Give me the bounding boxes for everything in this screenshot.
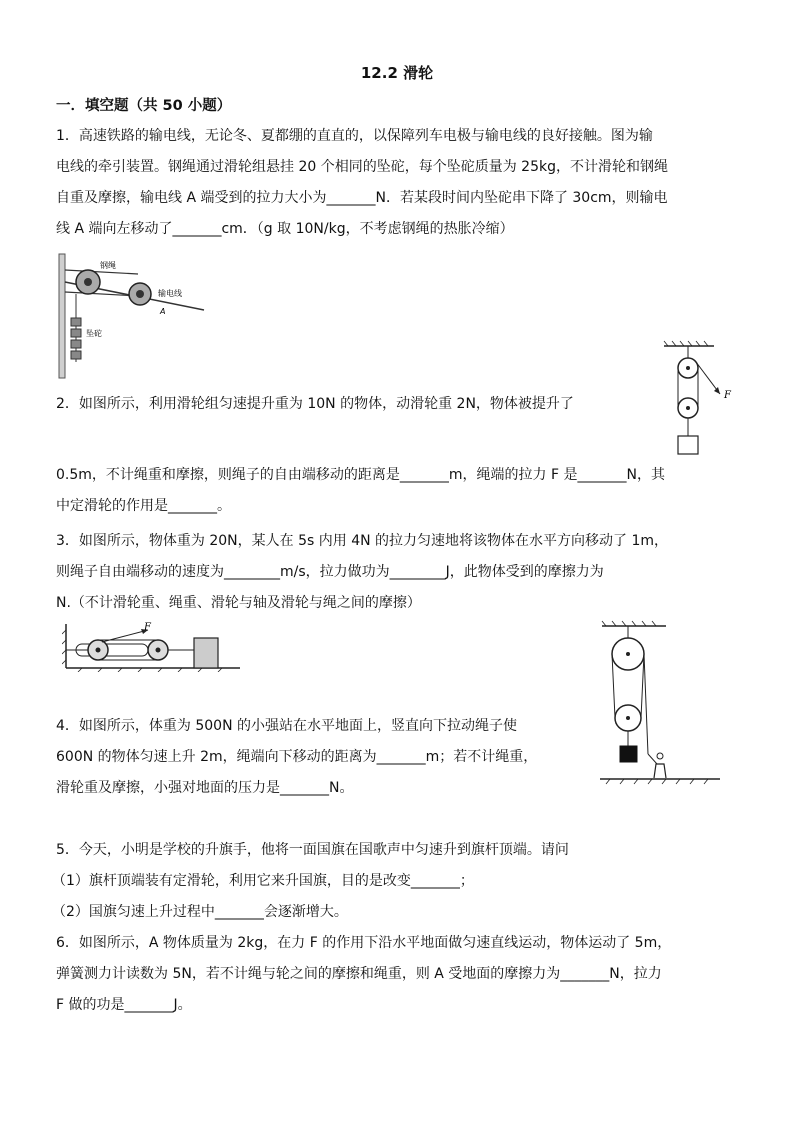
question-2 [56,460,740,522]
question-5-parts [52,866,736,928]
figure-1-label-weight: 坠砣 [86,329,102,338]
question-6 [56,928,740,1021]
question-1-line-1: 1．高速铁路的输电线，无论冬、夏都绷的直直的，以保障列车电极与输电线的良好接触。图为输 [56,128,653,144]
figure-1-label-a: A [160,307,166,316]
figure-3-horizontal-pulley [62,620,244,672]
question-2-line-1: 2．如图所示，利用滑轮组匀速提升重为 10N 的物体，动滑轮重 2N，物体被提升了 [56,396,574,412]
section-heading: 一．填空题（共 50 小题） [56,98,232,114]
question-3 [56,526,740,619]
figure-1-label-rope: 钢绳 [100,261,116,270]
question-1-line-4: 线 A 端向左移动了_______cm．（g 取 10N/kg，不考虑钢绳的热胀冷缩） [56,221,514,237]
question-4-line-3: 滑轮重及摩擦，小强对地面的压力是_______N。 [56,780,354,796]
question-6-line-1: 6．如图所示，A 物体质量为 2kg，在力 F 的作用下沿水平地面做匀速直线运动，物体运动了 5m， [56,935,672,951]
question-4-line-2: 600N 的物体匀速上升 2m，绳端向下移动的距离为_______m；若不计绳重， [56,749,538,765]
question-1-line-3: 自重及摩擦，输电线 A 端受到的拉力大小为_______N．若某段时间内坠砣串下降了 30cm，则输电 [56,190,668,206]
question-2-line-3: 中定滑轮的作用是_______。 [56,498,231,514]
question-3-line-2: 则绳子自由端移动的速度为________m/s，拉力做功为________J，此物体受到的摩擦力为 [56,564,604,580]
question-2-line-2: 0.5m，不计绳重和摩擦，则绳子的自由端移动的距离是_______m，绳端的拉力 F 是_______N，其 [56,467,665,483]
question-5-line-3: （2）国旗匀速上升过程中_______会逐渐增大。 [52,904,348,920]
question-3-line-1: 3．如图所示，物体重为 20N，某人在 5s 内用 4N 的拉力匀速地将该物体在水平方向移动了 1m， [56,533,669,549]
question-4-line-1: 4．如图所示，体重为 500N 的小强站在水平地面上，竖直向下拉动绳子使 [56,718,518,734]
question-1 [56,121,740,245]
figure-4-person-pulling-pulley [596,618,724,788]
figure-2-pulley-block [660,338,740,458]
figure-1-label-wire: 输电线 [158,289,182,298]
question-6-line-3: F 做的功是_______J。 [56,997,192,1013]
question-5-line-2: （1）旗杆顶端装有定滑轮，利用它来升国旗，目的是改变_______； [52,873,474,889]
question-3-line-3: N.（不计滑轮重、绳重、滑轮与轴及滑轮与绳之间的摩擦） [56,595,421,611]
question-6-line-2: 弹簧测力计读数为 5N，若不计绳与轮之间的摩擦和绳重，则 A 受地面的摩擦力为_______N，拉力 [56,966,662,982]
figure-1-wire-tensioner [56,252,216,380]
question-5 [56,835,740,866]
question-1-line-2: 电线的牵引装置。钢绳通过滑轮组悬挂 20 个相同的坠砣，每个坠砣质量为 25kg，不计滑轮和钢绳 [56,159,668,175]
page-title: 12.2 滑轮 [360,64,434,82]
question-2-line-1-block [56,389,740,420]
figure-2-label-f: F [724,390,731,401]
figure-3-label-f: F [144,622,151,633]
question-5-line-1: 5．今天，小明是学校的升旗手，他将一面国旗在国歌声中匀速升到旗杆顶端。请问 [56,842,569,858]
